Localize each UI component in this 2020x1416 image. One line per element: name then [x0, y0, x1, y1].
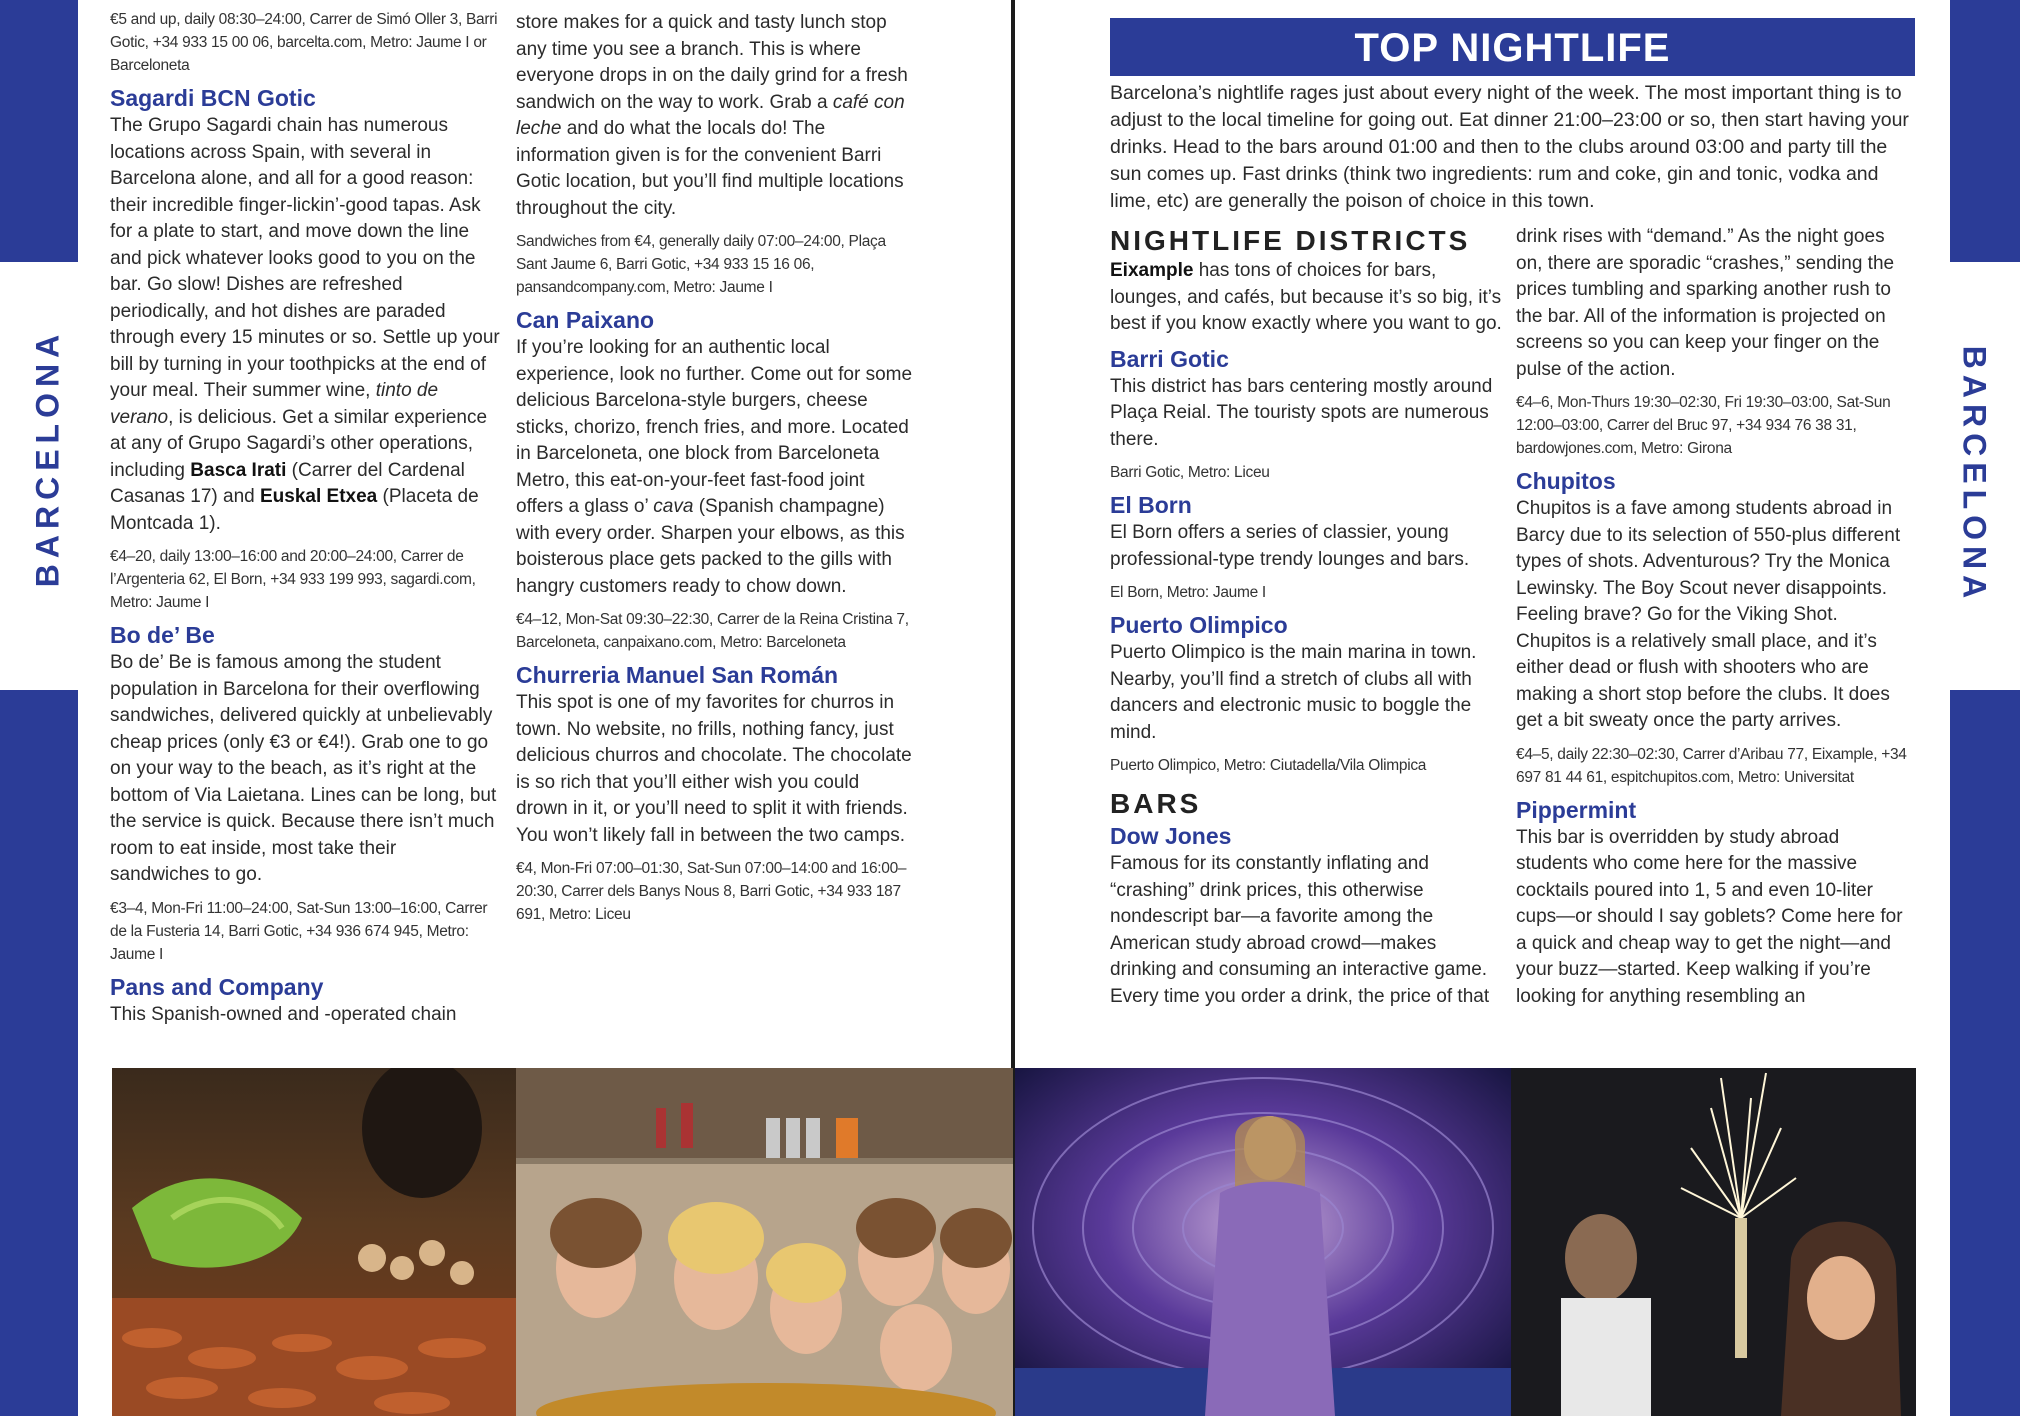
entry-body-dow-cont: drink rises with “demand.” As the night goes on, there are sporadic “crashes,” sending the prices tumbling and sparking another rush to the bar. All of the information is projected on screens so you can keep your finger on the pulse of the action.: [1516, 226, 1895, 380]
entry-title-elborn: El Born: [1110, 492, 1192, 518]
right-column-1: [1110, 224, 1502, 1010]
sparkler-party-photo: [1511, 1068, 1916, 1416]
entry-title-dow: Dow Jones: [1110, 823, 1232, 849]
students-paella-photo: [516, 1068, 1013, 1416]
entry-info-elborn: El Born, Metro: Jaume I: [1110, 584, 1266, 601]
page-title: TOP NIGHTLIFE: [1110, 18, 1915, 76]
entry-body-pans: This Spanish-owned and -operated chain: [110, 1003, 457, 1025]
entry-info: €5 and up, daily 08:30–24:00, Carrer de Simó Oller 3, Barri Gotic, +34 933 15 00 06, barcelta.com, Metro: Jaume I or Barceloneta: [110, 11, 498, 74]
section-heading-bars: BARS: [1110, 788, 1202, 819]
entry-body-chupitos: Chupitos is a fave among students abroad in Barcy due to its selection of 550-plus different types of shots. Adventurous? Try the Monica Lewinsky. The Boy Scout never disappoints. Feeling brave? Go for the Viking Shot. Chupitos is a relatively small place, and it’s either dead or flush with shooters who are making a short stop before the clubs. It does get a bit sweaty once the party arrives.: [1516, 498, 1901, 731]
entry-body-elborn: El Born offers a series of classier, young professional-type trendy lounges and bars.: [1110, 522, 1470, 570]
entry-title-bode: Bo de’ Be: [110, 622, 215, 648]
entry-title-churreria: Churreria Manuel San Román: [516, 662, 839, 688]
entry-title-paixano: Can Paixano: [516, 307, 655, 333]
left-margin-band-bottom: [0, 690, 78, 1416]
entry-info-barri: Barri Gotic, Metro: Liceu: [1110, 464, 1270, 481]
club-tunnel-photo: [1015, 1068, 1511, 1416]
entry-body-paixano: If you’re looking for an authentic local experience, look no further. Come out for some delicious Barcelona-style burgers, cheese sticks, chorizo, french fries, and more. Located in Barceloneta, one block from Barceloneta Metro, this eat-on-your-feet fast-food joint offers a glass o’ cava (Spanish champagne) with every order. Sharpen your elbows, as this boisterous place gets packed to the gills with hangry customers ready to chow down.: [516, 337, 913, 597]
entry-info-pans: Sandwiches from €4, generally daily 07:00–24:00, Plaça Sant Jaume 6, Barri Gotic, +34 933 15 16 06, pansandcompany.com, Metro: Jaume I: [516, 233, 886, 296]
right-side-label: BARCELONA: [1956, 345, 1993, 605]
entry-title-chupitos: Chupitos: [1516, 468, 1616, 494]
entry-body-puerto: Puerto Olimpico is the main marina in town. Nearby, you’ll find a stretch of clubs all with dancers and electronic music to boggle the mind.: [1110, 642, 1477, 743]
entry-body-dow: Famous for its constantly inflating and “crashing” drink prices, this otherwise nondescript bar—a favorite among the American study abroad crowd—makes drinking and consuming an interactive game. Every time you order a drink, the price of that: [1110, 853, 1490, 1007]
left-side-label: BARCELONA: [29, 328, 66, 588]
left-margin-band-top: [0, 0, 78, 262]
entry-info-churreria: €4, Mon-Fri 07:00–01:30, Sat-Sun 07:00–14:00 and 16:00–20:30, Carrer dels Banys Nous 8, Barri Gotic, +34 933 187 691, Metro: Liceu: [516, 860, 907, 923]
entry-title-sagardi: Sagardi BCN Gotic: [110, 85, 316, 111]
right-column-2: [1516, 224, 1916, 1010]
entry-body-sagardi: The Grupo Sagardi chain has numerous locations across Spain, with several in Barcelona alone, and all for a good reason: their incredible finger-lickin’-good tapas. Ask for a plate to start, and move down the line and pick whatever looks good to you on the bar. Go slow! Dishes are refreshed periodically, and hot dishes are paraded through every 15 minutes or so. Settle up your bill by turning in your toothpicks at the end of your meal. Their summer wine, tinto de verano, is delicious. Get a similar experience at any of Grupo Sagardi’s other operations, including Basca Irati (Carrer del Cardenal Casanas 17) and Euskal Etxea (Placeta de Montcada 1).: [110, 115, 500, 534]
entry-info-dow: €4–6, Mon-Thurs 19:30–02:30, Fri 19:30–03:00, Sat-Sun 12:00–03:00, Carrer del Bruc 97, +34 934 76 38 31, bardowjones.com, Metro: Girona: [1516, 394, 1891, 457]
entry-body-eixample: Eixample has tons of choices for bars, lounges, and cafés, but because it’s so big, it’s best if you know exactly where you want to go.: [1110, 260, 1502, 334]
market-seafood-photo: [112, 1068, 516, 1416]
left-column-2: [516, 10, 914, 926]
entry-info-paixano: €4–12, Mon-Sat 09:30–22:30, Carrer de la Reina Cristina 7, Barceloneta, canpaixano.com, Metro: Barceloneta: [516, 611, 909, 651]
entry-title-pans: Pans and Company: [110, 973, 324, 1000]
right-margin-band-top: [1950, 0, 2020, 262]
intro-paragraph: Barcelona’s nightlife rages just about every night of the week. The most important thing is to adjust to the local timeline for going out. Eat dinner 21:00–23:00 or so, then start having your drinks. Head to the bars around 01:00 and then to the clubs around 03:00 and party till the sun comes up. Fast drinks (think two ingredients: rum and coke, gin and tonic, vodka and lime, etc) are generally the poison of choice in this town.: [1110, 82, 1909, 212]
entry-body-pans-cont: store makes for a quick and tasty lunch stop any time you see a branch. This is where everyone drops in on the daily grind for a fresh sandwich on the way to work. Grab a café con leche and do what the locals do! The information given is for the convenient Barri Gotic location, but you’ll find multiple locations throughout the city.: [516, 12, 908, 219]
section-heading-districts: NIGHTLIFE DISTRICTS: [1110, 225, 1471, 256]
entry-info-bode: €3–4, Mon-Fri 11:00–24:00, Sat-Sun 13:00–16:00, Carrer de la Fusteria 14, Barri Gotic, +34 936 674 945, Metro: Jaume I: [110, 899, 488, 963]
entry-info-sagardi: €4–20, daily 13:00–16:00 and 20:00–24:00, Carrer de l’Argenteria 62, El Born, +34 933 199 993, sagardi.com, Metro: Jaume I: [110, 548, 476, 611]
left-column-1: [110, 8, 500, 1028]
entry-body-pippermint: This bar is overridden by study abroad students who come here for the massive cocktails poured into 1, 5 and even 10-liter cups—or should I say goblets? Come here for a quick and cheap way to get the night—and your buzz—started. Keep walking if you’re looking for anything resembling an: [1516, 826, 1903, 1007]
entry-body-churreria: This spot is one of my favorites for churros in town. No website, no frills, nothing fancy, just delicious churros and chocolate. The chocolate is so rich that you’ll either wish you could drown in it, or you’ll need to split it with friends. You won’t likely fall in between the two camps.: [516, 692, 912, 846]
entry-title-pippermint: Pippermint: [1516, 796, 1637, 823]
entry-title-puerto: Puerto Olimpico: [1110, 612, 1288, 638]
entry-title-barri: Barri Gotic: [1110, 345, 1229, 372]
entry-info-puerto: Puerto Olimpico, Metro: Ciutadella/Vila Olimpica: [1110, 757, 1427, 774]
entry-info-chupitos: €4–5, daily 22:30–02:30, Carrer d’Aribau 77, Eixample, +34 697 81 44 61, espitchupitos.com, Metro: Universitat: [1516, 745, 1907, 786]
entry-body-bode: Bo de’ Be is famous among the student population in Barcelona for their overflowing sandwiches, delivered quickly at unbelievably cheap prices (only €3 or €4!). Grab one to go on your way to the beach, as it’s right at the bottom of Via Laietana. Lines can be long, but the service is quick. Because there isn’t much room to eat inside, most take their sandwiches to go.: [110, 652, 497, 885]
right-margin-band-bottom: [1950, 690, 2020, 1416]
entry-body-barri: This district has bars centering mostly around Plaça Reial. The touristy spots are numerous there.: [1110, 375, 1493, 450]
